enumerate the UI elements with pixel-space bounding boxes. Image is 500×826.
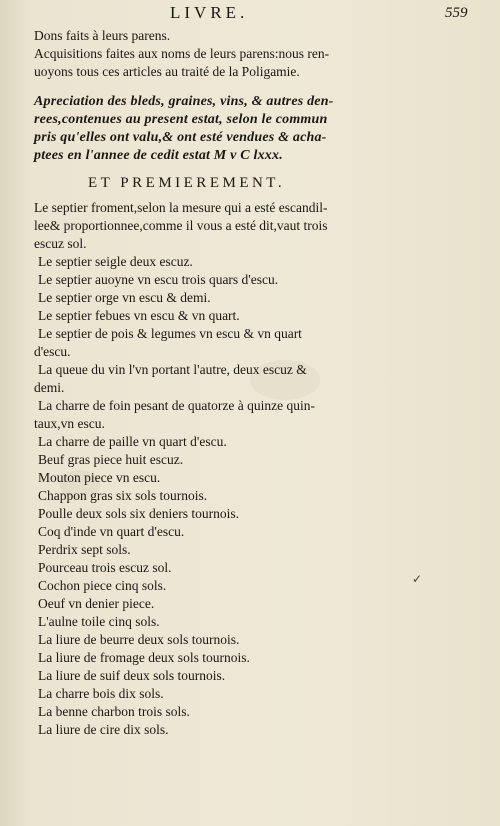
page-header [0, 3, 500, 25]
text-line: L'aulne toile cinq sols. [38, 614, 160, 629]
text-line: Le septier auoyne vn escu trois quars d'escu. [38, 272, 279, 287]
text-line: Le septier seigle deux escuz. [38, 254, 193, 269]
text-line: La liure de cire dix sols. [38, 722, 169, 737]
text-line: Le septier froment,selon la mesure qui a esté escandil- [34, 200, 328, 215]
text-line: La charre bois dix sols. [38, 686, 164, 701]
italic-heading-line: pris qu'elles ont valu,& ont esté vendues & acha- [34, 130, 327, 145]
text-line: lee& proportionnee,comme il vous a esté dit,vaut trois [34, 218, 328, 233]
text-line: La liure de suif deux sols tournois. [38, 668, 226, 683]
italic-heading-line: Apreciation des bleds, graines, vins, & autres den- [34, 94, 334, 109]
text-line: taux,vn escu. [34, 416, 105, 431]
text-line: Chappon gras six sols tournois. [38, 488, 208, 503]
text-line: Poulle deux sols six deniers tournois. [38, 506, 239, 521]
text-line: Coq d'inde vn quart d'escu. [38, 524, 185, 539]
text-line: Acquisitions faites aux noms de leurs parens:nous ren- [34, 46, 330, 61]
text-line: Dons faits à leurs parens. [34, 28, 171, 43]
text-line: demi. [34, 380, 65, 395]
italic-heading-line: rees,contenues au present estat, selon le commun [34, 112, 328, 127]
text-line: La charre de foin pesant de quatorze à quinze quin- [38, 398, 315, 413]
text-line: La liure de beurre deux sols tournois. [38, 632, 240, 647]
text-line: uoyons tous ces articles au traité de la Poligamie. [34, 64, 300, 79]
text-line: Cochon piece cinq sols. [38, 578, 167, 593]
text-line: Le septier de pois & legumes vn escu & vn quart [38, 326, 302, 341]
text-line: Le septier orge vn escu & demi. [38, 290, 211, 305]
text-line: La liure de fromage deux sols tournois. [38, 650, 250, 665]
text-line: Pourceau trois escuz sol. [38, 560, 172, 575]
text-line: Perdrix sept sols. [38, 542, 131, 557]
text-line: La charre de paille vn quart d'escu. [38, 434, 227, 449]
text-line: Beuf gras piece huit escuz. [38, 452, 184, 467]
text-line: La queue du vin l'vn portant l'autre, deux escuz & [38, 362, 307, 377]
text-line: La benne charbon trois sols. [38, 704, 190, 719]
text-line: d'escu. [34, 344, 71, 359]
section-heading: ET PREMIEREMENT. [88, 175, 286, 191]
page-number: 559 [445, 5, 468, 21]
italic-heading-line: ptees en l'annee de cedit estat M v C lxxx. [34, 148, 283, 163]
text-line: Le septier febues vn escu & vn quart. [38, 308, 240, 323]
text-line: Mouton piece vn escu. [38, 470, 161, 485]
text-line: Oeuf vn denier piece. [38, 596, 155, 611]
text-line: escuz sol. [34, 236, 87, 251]
margin-checkmark: ✓ [412, 572, 423, 586]
running-head: LIVRE. [170, 3, 249, 22]
